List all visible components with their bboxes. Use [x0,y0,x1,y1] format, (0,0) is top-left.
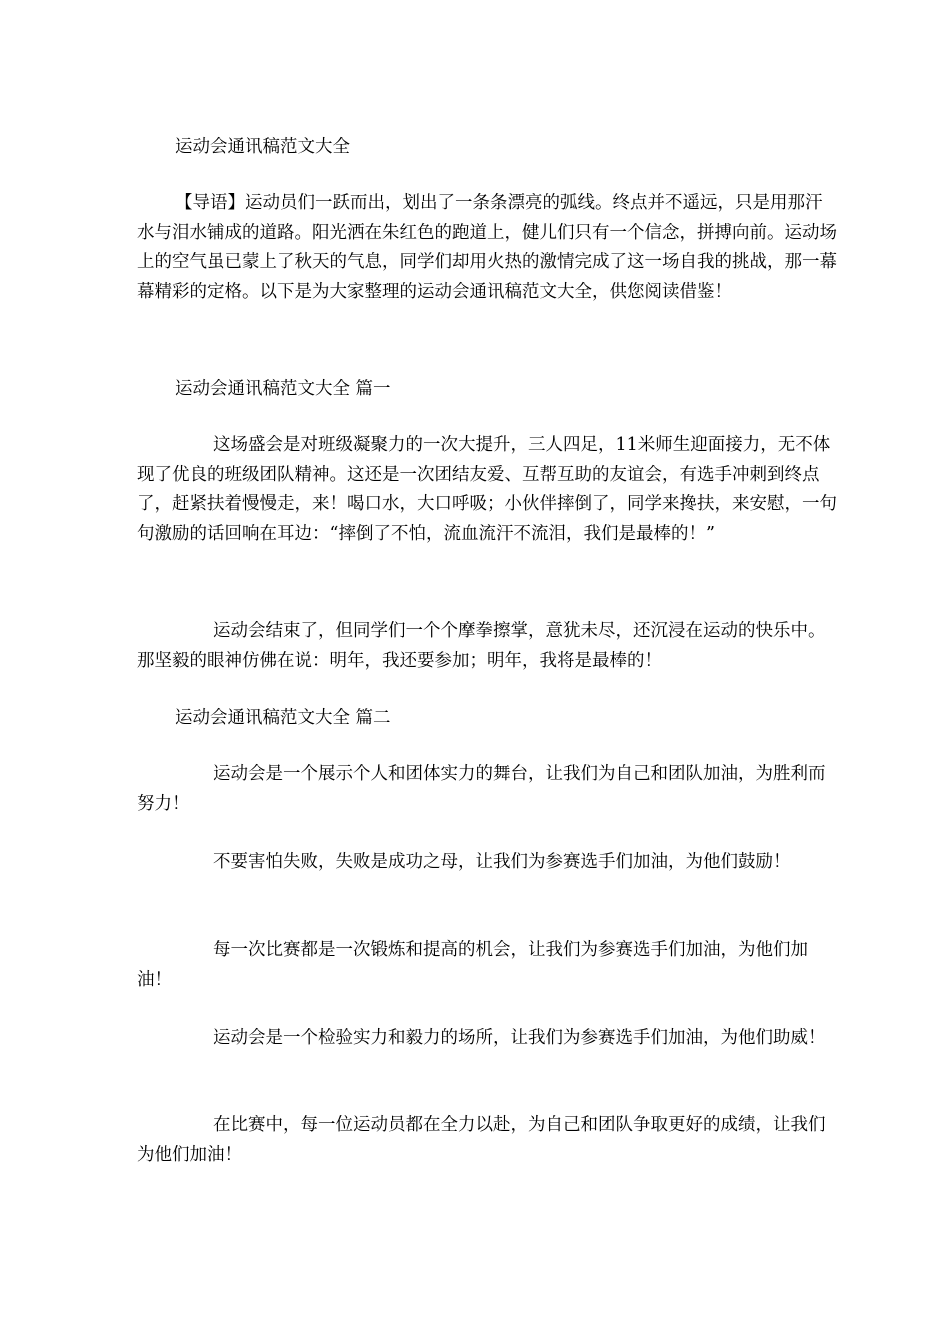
section-2-paragraph-3: 每一次比赛都是一次锻炼和提高的机会，让我们为参赛选手们加油，为他们加油！ [137,940,808,990]
section-1-paragraph-2: 运动会结束了，但同学们一个个摩拳擦掌，意犹未尽，还沉浸在运动的快乐中。那坚毅的眼神仿佛在说：明年，我还要参加；明年，我将是最棒的！ [137,621,826,671]
section-1-paragraph-1: 这场盛会是对班级凝聚力的一次大提升，三人四足，11米师生迎面接力，无不体现了优良的班级团队精神。这还是一次团结友爱、互帮互助的友谊会，有选手冲刺到终点了，赶紧扶着慢慢走，来！喝口水，大口呼吸；小伙伴摔倒了，同学来搀扶，来安慰，一句句激励的话回响在耳边：“摔倒了不怕，流血流汗不流泪，我们是最棒的！” [137,435,837,544]
section-2-paragraph-2: 不要害怕失败，失败是成功之母，让我们为参赛选手们加油，为他们鼓励！ [213,852,791,872]
section-2-paragraph-4: 运动会是一个检验实力和毅力的场所，让我们为参赛选手们加油，为他们助威！ [213,1028,826,1048]
intro-paragraph: 【导语】运动员们一跃而出，划出了一条条漂亮的弧线。终点并不遥远，只是用那汗水与泪水铺成的道路。阳光洒在朱红色的跑道上，健儿们只有一个信念，拼搏向前。运动场上的空气虽已蒙上了秋天的气息，同学们却用火热的激情完成了这一场自我的挑战，那一幕幕精彩的定格。以下是为大家整理的运动会通讯稿范文大全，供您阅读借鉴！ [137,193,837,302]
section-1-heading: 运动会通讯稿范文大全 篇一 [175,379,391,399]
document-title: 运动会通讯稿范文大全 [175,137,350,157]
section-2-paragraph-5: 在比赛中，每一位运动员都在全力以赴，为自己和团队争取更好的成绩，让我们为他们加油！ [137,1115,826,1165]
section-2-paragraph-1: 运动会是一个展示个人和团体实力的舞台，让我们为自己和团队加油，为胜利而努力！ [137,764,826,814]
section-2-heading: 运动会通讯稿范文大全 篇二 [175,708,391,728]
